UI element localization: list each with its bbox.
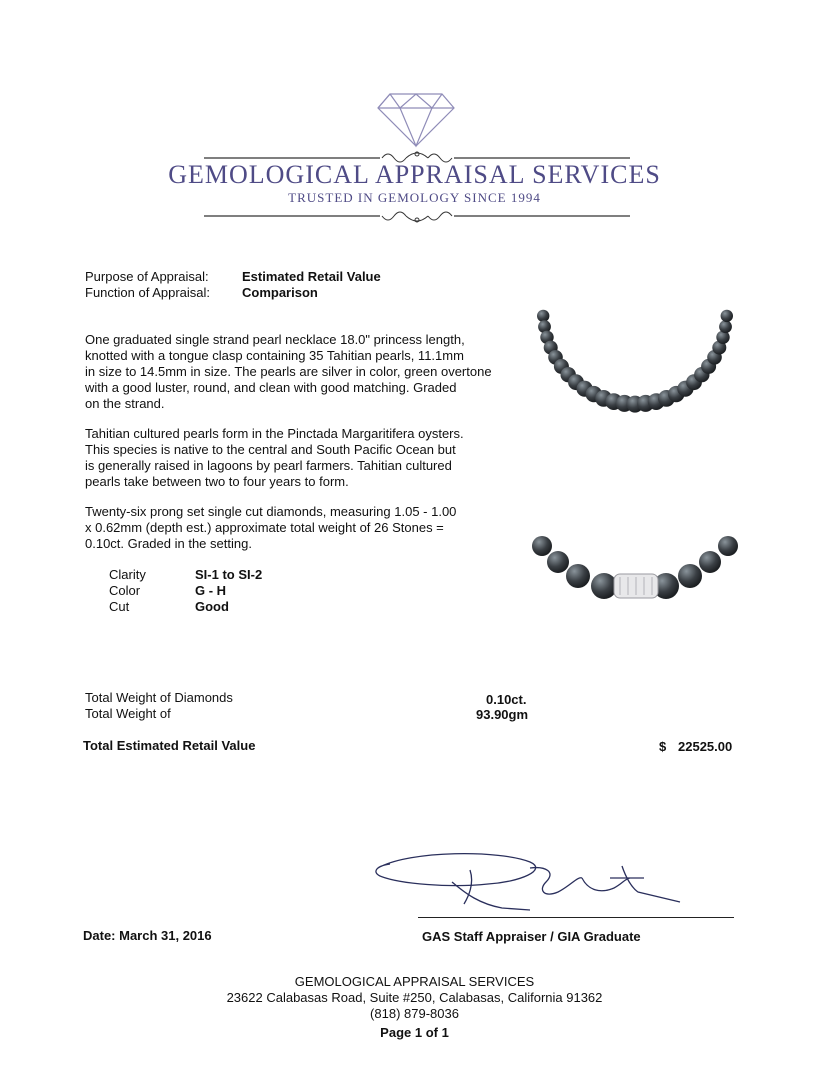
pearl xyxy=(721,310,733,322)
pearl xyxy=(699,551,721,573)
description-line: in size to 14.5mm in size. The pearls are silver in color, green overtone xyxy=(85,364,492,379)
pearl-necklace-photo xyxy=(530,300,740,420)
description-line: on the strand. xyxy=(85,396,165,411)
grade-label-cut: Cut xyxy=(109,599,130,614)
footer-phone: (818) 879-8036 xyxy=(370,1006,459,1021)
tahitian-info xyxy=(85,426,464,490)
tahitian-line: pearls take between two to four years to form. xyxy=(85,474,349,489)
total-weight-label: Total Weight of xyxy=(85,706,171,721)
purpose-label: Purpose of Appraisal: xyxy=(85,269,209,284)
appraisal-date: Date: March 31, 2016 xyxy=(83,928,212,943)
page-number: Page 1 of 1 xyxy=(380,1025,449,1040)
diamond-line: x 0.62mm (depth est.) approximate total weight of 26 Stones = xyxy=(85,520,444,535)
pearl xyxy=(537,310,549,322)
company-tagline: TRUSTED IN GEMOLOGY SINCE 1994 xyxy=(288,190,541,205)
purpose-value: Estimated Retail Value xyxy=(242,269,381,284)
description-line: knotted with a tongue clasp containing 35 Tahitian pearls, 11.1mm xyxy=(85,348,464,363)
footer-address: 23622 Calabasas Road, Suite #250, Calabasas, California 91362 xyxy=(226,990,603,1005)
total-retail-label: Total Estimated Retail Value xyxy=(83,738,256,753)
tahitian-line: Tahitian cultured pearls form in the Pinctada Margaritifera oysters. xyxy=(85,426,464,441)
diamond-line: Twenty-six prong set single cut diamonds, measuring 1.05 - 1.00 xyxy=(85,504,457,519)
description-line: One graduated single strand pearl necklace 18.0" princess length, xyxy=(85,332,465,347)
pearl-clasp-photo xyxy=(530,528,740,608)
total-weight-value: 93.90gm xyxy=(476,707,529,722)
appraiser-signature xyxy=(370,848,710,918)
grade-value-cut: Good xyxy=(195,599,229,614)
signature-line xyxy=(418,917,734,918)
pearl xyxy=(678,564,702,588)
pearl xyxy=(719,320,732,333)
grade-label-clarity: Clarity xyxy=(109,567,146,582)
function-value: Comparison xyxy=(242,285,318,300)
appraiser-title: GAS Staff Appraiser / GIA Graduate xyxy=(422,929,641,944)
function-label: Function of Appraisal: xyxy=(85,285,211,300)
total-diamonds-value: 0.10ct. xyxy=(486,692,527,707)
tahitian-line: is generally raised in lagoons by pearl farmers. Tahitian cultured xyxy=(85,458,452,473)
footer-company: GEMOLOGICAL APPRAISAL SERVICES xyxy=(294,974,535,989)
total-diamonds-label: Total Weight of Diamonds xyxy=(85,690,233,705)
total-retail-value: 22525.00 xyxy=(678,739,733,754)
grade-label-color: Color xyxy=(109,583,141,598)
description-line: with a good luster, round, and clean with good matching. Graded xyxy=(85,380,457,395)
pearl xyxy=(532,536,552,556)
pearl xyxy=(718,536,738,556)
pearl xyxy=(566,564,590,588)
company-name: GEMOLOGICAL APPRAISAL SERVICES xyxy=(168,160,661,189)
header-bottom-ornament xyxy=(204,206,630,226)
grade-value-color: G - H xyxy=(195,583,227,598)
pearl xyxy=(591,573,617,599)
item-description xyxy=(85,332,492,412)
tahitian-line: This species is native to the central and South Pacific Ocean but xyxy=(85,442,456,457)
pearl xyxy=(547,551,569,573)
retail-currency: $ xyxy=(659,739,667,754)
diamond-info xyxy=(85,504,456,552)
diamond-icon xyxy=(376,92,456,148)
diamond-line: 0.10ct. Graded in the setting. xyxy=(85,536,252,551)
grade-value-clarity: SI-1 to SI-2 xyxy=(195,567,263,582)
